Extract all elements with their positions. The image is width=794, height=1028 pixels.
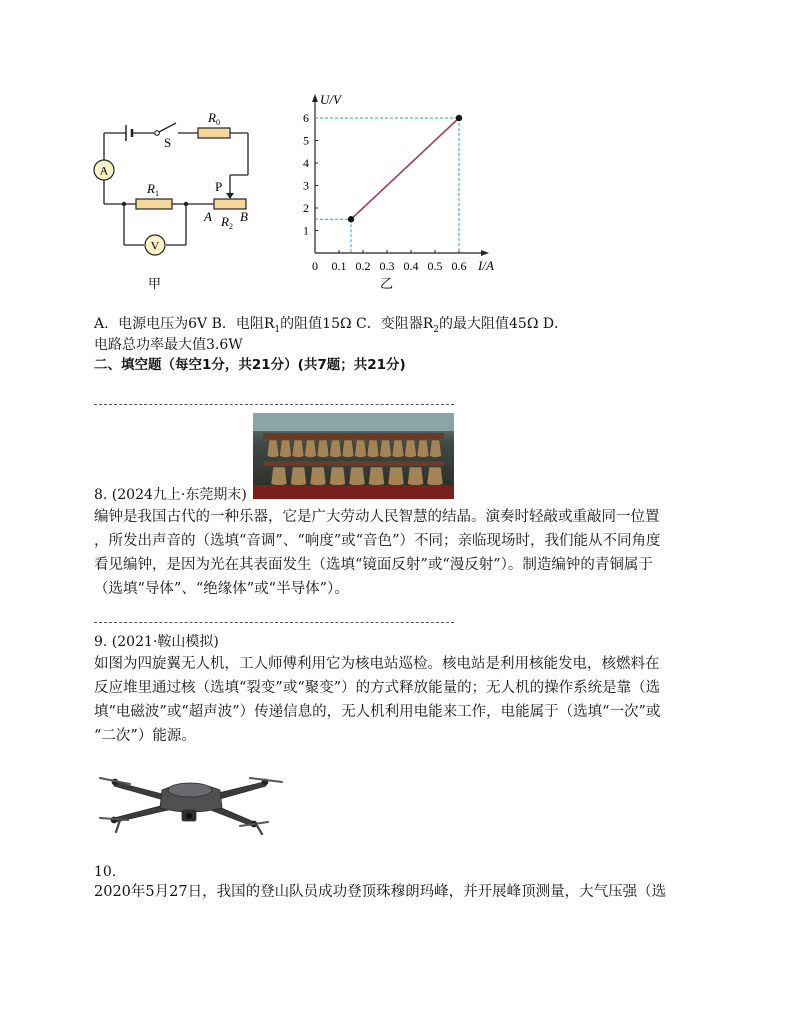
bell-lower <box>349 467 365 486</box>
separator <box>94 404 454 405</box>
data-point <box>348 216 354 222</box>
bell-lower <box>310 467 326 486</box>
bell-lower <box>291 467 307 486</box>
drone-photo <box>96 760 286 835</box>
resistor-r0 <box>198 128 230 138</box>
bell-upper <box>292 440 304 458</box>
x-tick-label: 0.6 <box>451 259 467 273</box>
voltmeter-label: V <box>150 238 160 253</box>
series-line <box>351 118 459 219</box>
bell-upper <box>280 440 292 458</box>
bell-upper <box>405 440 417 458</box>
label-r2: $R_2$ <box>221 214 233 231</box>
bell-lower <box>408 467 424 486</box>
y-tick-label: 5 <box>303 133 309 148</box>
graph-caption: 乙 <box>380 277 394 292</box>
x-tick-label: 0.3 <box>379 259 395 273</box>
bell-lower <box>427 467 443 486</box>
q9-source: 9. (2021·鞍山模拟) <box>94 634 219 650</box>
x-axis-label: I/A <box>478 258 494 273</box>
ammeter-label: A <box>99 163 109 178</box>
bell-lower <box>271 467 287 486</box>
x-tick-label: 0.4 <box>403 259 419 273</box>
bell-upper <box>367 440 379 458</box>
y-tick-label: 2 <box>303 201 309 215</box>
bell-lower <box>388 467 404 486</box>
data-point <box>456 115 462 121</box>
y-axis-arrow <box>312 94 318 102</box>
label-r0: $R_0$ <box>208 110 220 127</box>
bell-upper <box>330 440 342 458</box>
q10-line: 2020年5月27日，我国的登山队员成功登顶珠穆朗玛峰，并开展峰顶测量，大气压强（选 <box>94 884 667 900</box>
bell-upper <box>392 440 404 458</box>
bell-upper <box>380 440 392 458</box>
label-switch: S <box>164 135 172 150</box>
bell-upper <box>417 440 429 458</box>
bianzhong-photo <box>253 413 454 499</box>
bell-upper <box>267 440 279 458</box>
bell-lower <box>369 467 385 486</box>
q9-body: 如图为四旋翼无人机，工人师傅利用它为核电站巡检。核电站是利用核能发电，核燃料在 反应堆里通过核（选填“裂变”或“聚变”）的方式释放能量的；无人机的操作系统是靠（选 填“电磁波”或“超声波”）传递信息的，无人机利用电能来工作，电能属于（选填“一次”或 “二次”）能源。 <box>94 656 661 744</box>
resistor-r1 <box>136 199 172 209</box>
q8-source: 8. (2024九上·东莞期末) <box>94 487 247 503</box>
x-tick-label: 0.5 <box>427 259 443 273</box>
circuit-caption: 甲 <box>148 277 162 290</box>
label-r1: $R_1$ <box>147 181 159 198</box>
bell-upper <box>305 440 317 458</box>
rheostat-r2 <box>214 199 246 209</box>
label-slider-p: P <box>215 179 223 194</box>
label-end-b: B <box>240 209 248 224</box>
section-header: 二、填空题（每空1分，共21分）(共7题；共21分) <box>94 357 406 373</box>
q7-options-line2: 电路总功率最大值3.6W <box>94 337 243 353</box>
bell-lower <box>330 467 346 486</box>
x-axis-arrow <box>481 250 489 256</box>
bell-upper <box>317 440 329 458</box>
y-tick-label: 4 <box>303 156 309 170</box>
y-tick-label: 1 <box>303 223 309 238</box>
y-tick-label: 3 <box>303 178 309 193</box>
q7-options-line1: A．电源电压为6V B．电阻$R_1$的阻值15Ω C．变阻器$R_2$的最大阻值45Ω D． <box>94 316 569 335</box>
bell-upper <box>342 440 354 458</box>
bell-upper <box>355 440 367 458</box>
label-end-a: A <box>204 209 212 224</box>
y-tick-label: 6 <box>303 111 309 125</box>
q8-body: 编钟是我国古代的一种乐器，它是广大劳动人民智慧的结晶。演奏时轻敲或重敲同一位置 ，所发出声音的（选填“音调”、“响度”或“音色”）不同；亲临现场时，我们能从不同角度 看见编钟，是因为光在其表面发生（选填“镜面反射”或“漫反射”）。制造编钟的青铜属于 （选填“导体”、“绝缘体”或“半导体”）。 <box>94 509 661 597</box>
bell-upper <box>430 440 442 458</box>
x-tick-label: 0.1 <box>331 259 347 273</box>
ui-graph <box>300 88 510 293</box>
q10-number: 10. <box>94 864 117 880</box>
x-tick-label: 0 <box>312 259 318 273</box>
separator <box>94 622 454 623</box>
circuit-diagram <box>90 100 270 290</box>
y-axis-label: U/V <box>320 92 341 107</box>
x-tick-label: 0.2 <box>355 259 371 273</box>
